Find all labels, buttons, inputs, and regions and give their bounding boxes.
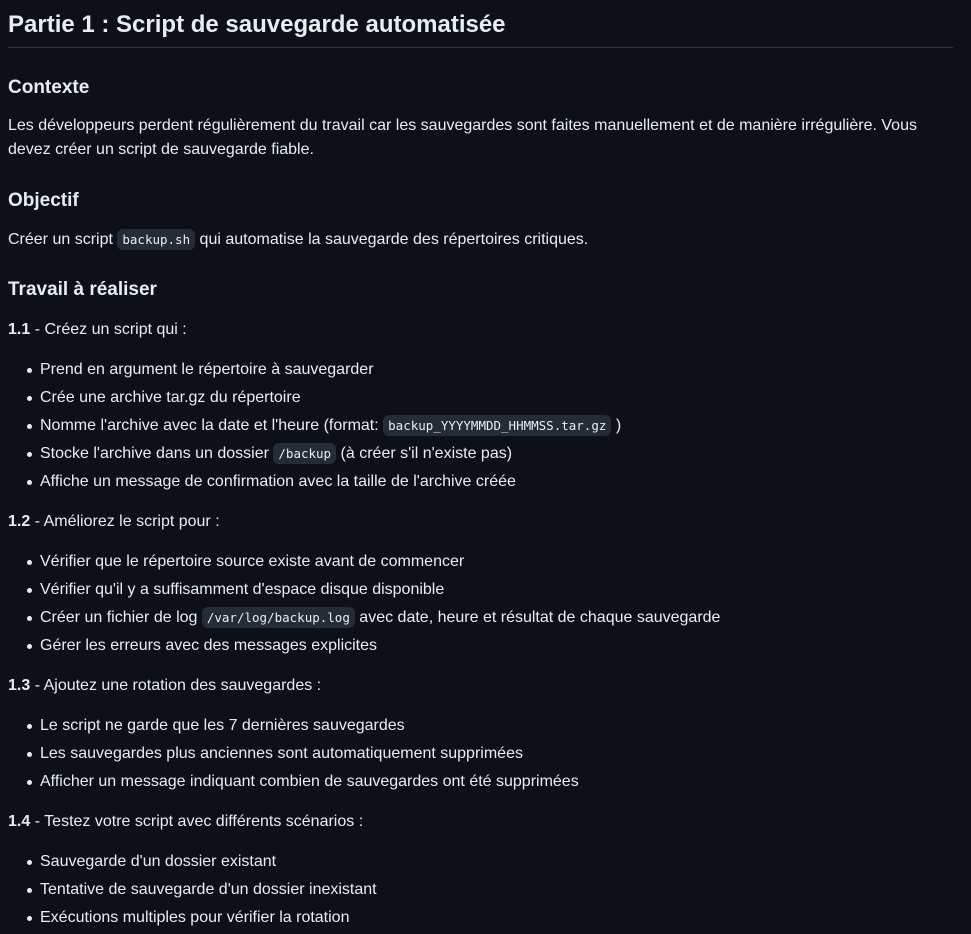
step-1-4 — [8, 810, 953, 834]
list-item-text: (à créer s'il n'existe pas) — [336, 445, 513, 462]
step-1-2 — [8, 510, 953, 534]
heading-contexte: Contexte — [8, 77, 90, 98]
list-item: Tentative de sauvegarde d'un dossier inexistant — [40, 878, 953, 906]
list-item-text: Créer un fichier de log — [40, 609, 202, 626]
code-archive-format: backup_YYYYMMDD_HHMMSS.tar.gz — [383, 415, 611, 436]
contexte-paragraph: Les développeurs perdent régulièrement du travail car les sauvegardes sont faites manuellement et de manière irrégulière. Vous devez créer un script de sauvegarde fiable. — [8, 117, 917, 158]
list-item-text: ) — [611, 417, 622, 434]
step-number: 1.1 — [8, 321, 31, 338]
document — [8, 0, 953, 934]
list-item: Les sauvegardes plus anciennes sont automatiquement supprimées — [40, 742, 953, 770]
list-item: Sauvegarde d'un dossier existant — [40, 850, 953, 878]
step-1-3 — [8, 674, 953, 698]
heading-objectif: Objectif — [8, 190, 79, 211]
step-1-2-list — [8, 550, 953, 662]
code-log-file: /var/log/backup.log — [202, 607, 355, 628]
list-item: Affiche un message de confirmation avec la taille de l'archive créée — [40, 470, 953, 498]
step-text: - Testez votre script avec différents scénarios : — [30, 813, 364, 830]
list-item — [40, 606, 953, 634]
step-number: 1.3 — [8, 677, 31, 694]
step-1-1-list — [8, 358, 953, 498]
list-item-text: Stocke l'archive dans un dossier — [40, 445, 274, 462]
step-text: - Créez un script qui : — [30, 321, 187, 338]
list-item: Exécutions multiples pour vérifier la rotation — [40, 906, 953, 934]
step-text: - Améliorez le script pour : — [30, 513, 220, 530]
list-item-text: avec date, heure et résultat de chaque sauvegarde — [354, 609, 721, 626]
list-item: Prend en argument le répertoire à sauvegarder — [40, 358, 953, 386]
step-1-3-list — [8, 714, 953, 798]
code-backup-sh: backup.sh — [117, 229, 195, 250]
objectif-text-after: qui automatise la sauvegarde des répertoires critiques. — [195, 231, 589, 248]
list-item-text: Nomme l'archive avec la date et l'heure (format: — [40, 417, 384, 434]
list-item — [40, 442, 953, 470]
objectif-text-before: Créer un script — [8, 231, 118, 248]
step-1-4-list — [8, 850, 953, 934]
step-number: 1.2 — [8, 513, 31, 530]
heading-travail: Travail à réaliser — [8, 279, 157, 300]
list-item — [40, 414, 953, 442]
objectif-paragraph — [8, 228, 953, 252]
list-item: Vérifier qu'il y a suffisamment d'espace disque disponible — [40, 578, 953, 606]
step-1-1 — [8, 318, 953, 342]
list-item: Vérifier que le répertoire source existe avant de commencer — [40, 550, 953, 578]
page-title: Partie 1 : Script de sauvegarde automatisée — [8, 0, 953, 48]
step-number: 1.4 — [8, 813, 31, 830]
step-text: - Ajoutez une rotation des sauvegardes : — [30, 677, 322, 694]
list-item: Afficher un message indiquant combien de sauvegardes ont été supprimées — [40, 770, 953, 798]
list-item: Crée une archive tar.gz du répertoire — [40, 386, 953, 414]
list-item: Le script ne garde que les 7 dernières sauvegardes — [40, 714, 953, 742]
list-item: Gérer les erreurs avec des messages explicites — [40, 634, 953, 662]
code-backup-dir: /backup — [273, 443, 336, 464]
